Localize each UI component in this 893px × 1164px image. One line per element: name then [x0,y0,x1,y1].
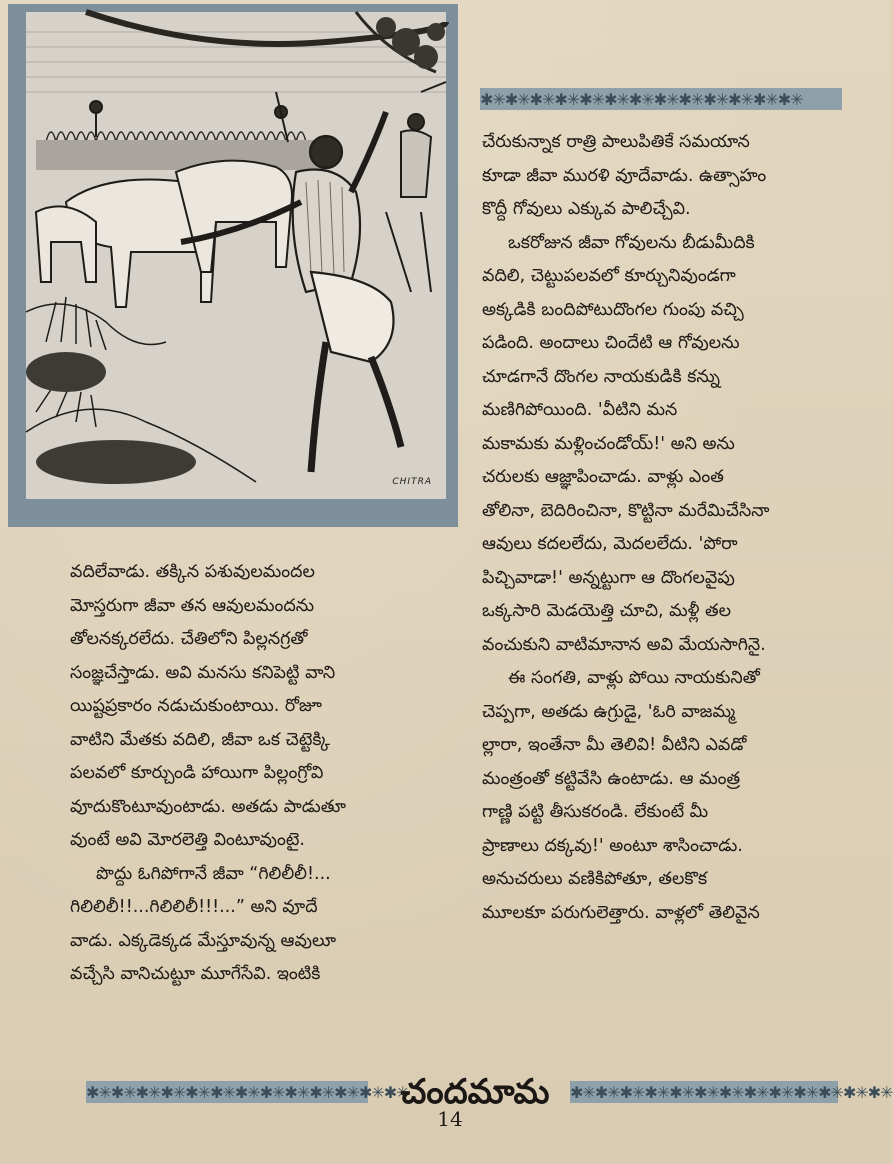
text-line: పడింది. అందాలు చిందేటి ఆ గోవులను [482,333,740,353]
text-line: వదిలి, చెట్టుపలవలో కూర్చునివుండగా [482,266,736,286]
text-line: తోలినా, బెదిరించినా, కొట్టినా మరేమిచేసినా [482,500,770,521]
text-line: ల్లారా, ఇంతేనా మీ తెలివి! వీటిని ఎవడో [482,735,747,755]
text-line: పిచ్చివాడా!' అన్నట్టుగా ఆ దొంగలవైపు [482,567,735,588]
paragraph-start: పొద్దు ఓగిపోగానే జీవా “గిలిలీలీ!... [96,863,331,884]
decorative-border-footer-right: ✱✳✱✳✱✳✱✳✱✳✱✳✱✳✱✳✱✳✱✳✱✳✱✳✱✳ [570,1082,893,1102]
decorative-border-top: ✱✳✱✳✱✳✱✳✱✳✱✳✱✳✱✳✱✳✱✳✱✳✱✳✱✳ [480,88,842,110]
text-line: చరులకు ఆజ్ఞాపించాడు. వాళ్లు ఎంత [482,467,724,487]
text-line: వదిలేవాడు. తక్కిన పశువులమందల [70,562,315,582]
story-illustration [26,12,446,499]
text-line: అక్కడికి బందిపోటుదొంగల గుంపు వచ్చి [482,299,744,320]
text-line: పలవలో కూర్చుండి హాయిగా పిల్లంగ్రోవి [70,763,324,783]
text-line: మకామకు మళ్లించండోయ్!' అని అను [482,433,735,454]
text-line: ఆవులు కదలలేదు, మెదలలేదు. 'పోరా [482,534,738,554]
text-line: వాటిని మేతకు వదిలి, జీవా ఒక చెట్టెక్కి [70,729,330,750]
text-line: చూడగానే దొంగల నాయకుడికి కన్ను [482,366,720,387]
text-line: చెప్పగా, అతడు ఉగ్రుడై, 'ఓరి వాజమ్మ [482,701,736,722]
magazine-title: చందమామ [400,1072,550,1112]
text-line: యిష్టప్రకారం నడుచుకుంటాయి. రోజూ [70,696,322,716]
text-line: ఒక్కసారి మెడయెత్తి చూచి, మళ్లీ తల [482,601,732,621]
text-line: వచ్చేసి వానిచుట్టూ మూగేసేవి. ఇంటికి [70,964,321,984]
text-line: మోస్తరుగా జీవా తన ఆవులమందను [70,595,315,616]
text-line: సంజ్ఞచేస్తాడు. అవి మనసు కనిపెట్టి వాని [70,662,336,683]
decorative-border-footer-left: ✱✳✱✳✱✳✱✳✱✳✱✳✱✳✱✳✱✳✱✳✱✳✱✳✱✳ [86,1082,409,1102]
text-line: ప్రాణాలు దక్కవు!' అంటూ శాసించాడు. [482,835,743,856]
text-line: గిలిలిలీ!!...గిలిలిలీ!!!...” అని వూదే [70,897,318,917]
left-text-column [70,556,460,992]
text-line: అనుచరులు వణికిపోతూ, తలకొక [482,869,708,889]
paragraph-start: ఈ సంగతి, వాళ్లు పోయి నాయకునితో [508,668,760,688]
text-line: వంచుకుని వాటిమానాన అవి మేయసాగినై. [482,634,766,655]
paragraph-start: ఒకరోజున జీవా గోవులను బీడుమీదికి [508,232,755,253]
text-line: కొద్దీ గోవులు ఎక్కువ పాలిచ్చేవి. [482,199,691,219]
artist-signature: CHITRA [392,477,432,487]
page-number: 14 [437,1107,463,1131]
text-line: గాణ్ణి పట్టి తీసుకరండి. లేకుంటే మీ [482,802,709,822]
text-line: మంత్రంతో కట్టివేసి ఉంటాడు. ఆ మంత్ర [482,768,741,789]
text-line: కూడా జీవా మురళి వూదేవాడు. ఉత్సాహం [482,165,767,186]
text-line: వాడు. ఎక్కడెక్కడ మేస్తూవున్న ఆవులూ [70,930,337,951]
text-line: మూలకూ పరుగులెత్తారు. వాళ్లలో తెలివైన [482,902,760,923]
text-line: వుంటే అవి మోరలెత్తి వింటూవుంటై. [70,830,305,850]
text-line: వూదుకొంటూవుంటాడు. అతడు పాడుతూ [70,796,347,817]
herdsmen-and-cattle-drawing [26,12,446,499]
text-line: చేరుకున్నాక రాత్రి పాలుపితికే సమయాన [482,132,750,152]
right-text-column [482,126,852,930]
text-line: తోలనక్కరలేదు. చేతిలోని పిల్లనగ్రతో [70,629,308,649]
illustration-frame [8,4,458,527]
text-line: మణిగిపోయింది. 'వీటిని మన [482,400,678,420]
